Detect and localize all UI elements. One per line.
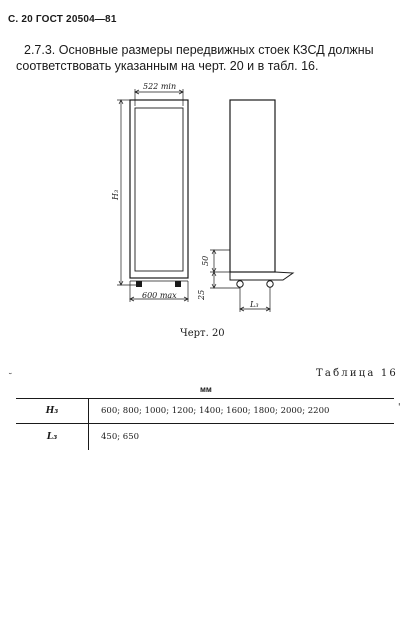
dim-height-label: H₃: [111, 189, 120, 200]
paragraph-line-1: 2.7.3. Основные размеры передвижных стоек КЗСД должны: [24, 43, 374, 57]
dim-25-label: 25: [197, 289, 206, 300]
front-left-caster: [136, 281, 142, 287]
paragraph-line-2: соответствовать указанным на черт. 20 и в табл. 16.: [16, 59, 319, 73]
row-values: 600; 800; 1000; 1200; 1400; 1600; 1800; 2000; 2200: [89, 399, 395, 424]
table-row: [16, 399, 394, 424]
dimensions-table: [16, 398, 394, 450]
front-view: [130, 100, 188, 287]
table-unit: мм: [200, 385, 212, 394]
side-base-plate: [230, 272, 293, 280]
front-top-dimension: [135, 89, 183, 106]
side-body: [230, 100, 275, 272]
scan-mark: ˘: [8, 373, 13, 383]
side-view: [230, 100, 293, 287]
row-symbol: L₃: [16, 424, 89, 451]
row-symbol: H₃: [16, 399, 89, 424]
figure-caption: Черт. 20: [180, 328, 225, 339]
dim-length-label: L₃: [250, 300, 259, 309]
side-caster-1: [237, 281, 243, 287]
table-title: Таблица 16: [316, 368, 398, 379]
side-caster-2: [267, 281, 273, 287]
dim-50-label: 50: [201, 255, 210, 266]
side-height-dimensions: [210, 250, 240, 288]
page-header: С. 20 ГОСТ 20504—81: [8, 14, 117, 25]
scan-mark: ': [398, 403, 401, 413]
dim-width-bottom-label: 600 max: [142, 291, 177, 300]
front-frame-outer: [130, 100, 188, 278]
dim-width-top-label: 522 min: [143, 82, 177, 91]
table-row: [16, 424, 394, 451]
row-values: 450; 650: [101, 432, 140, 442]
front-right-caster: [175, 281, 181, 287]
front-frame-inner: [135, 108, 183, 271]
